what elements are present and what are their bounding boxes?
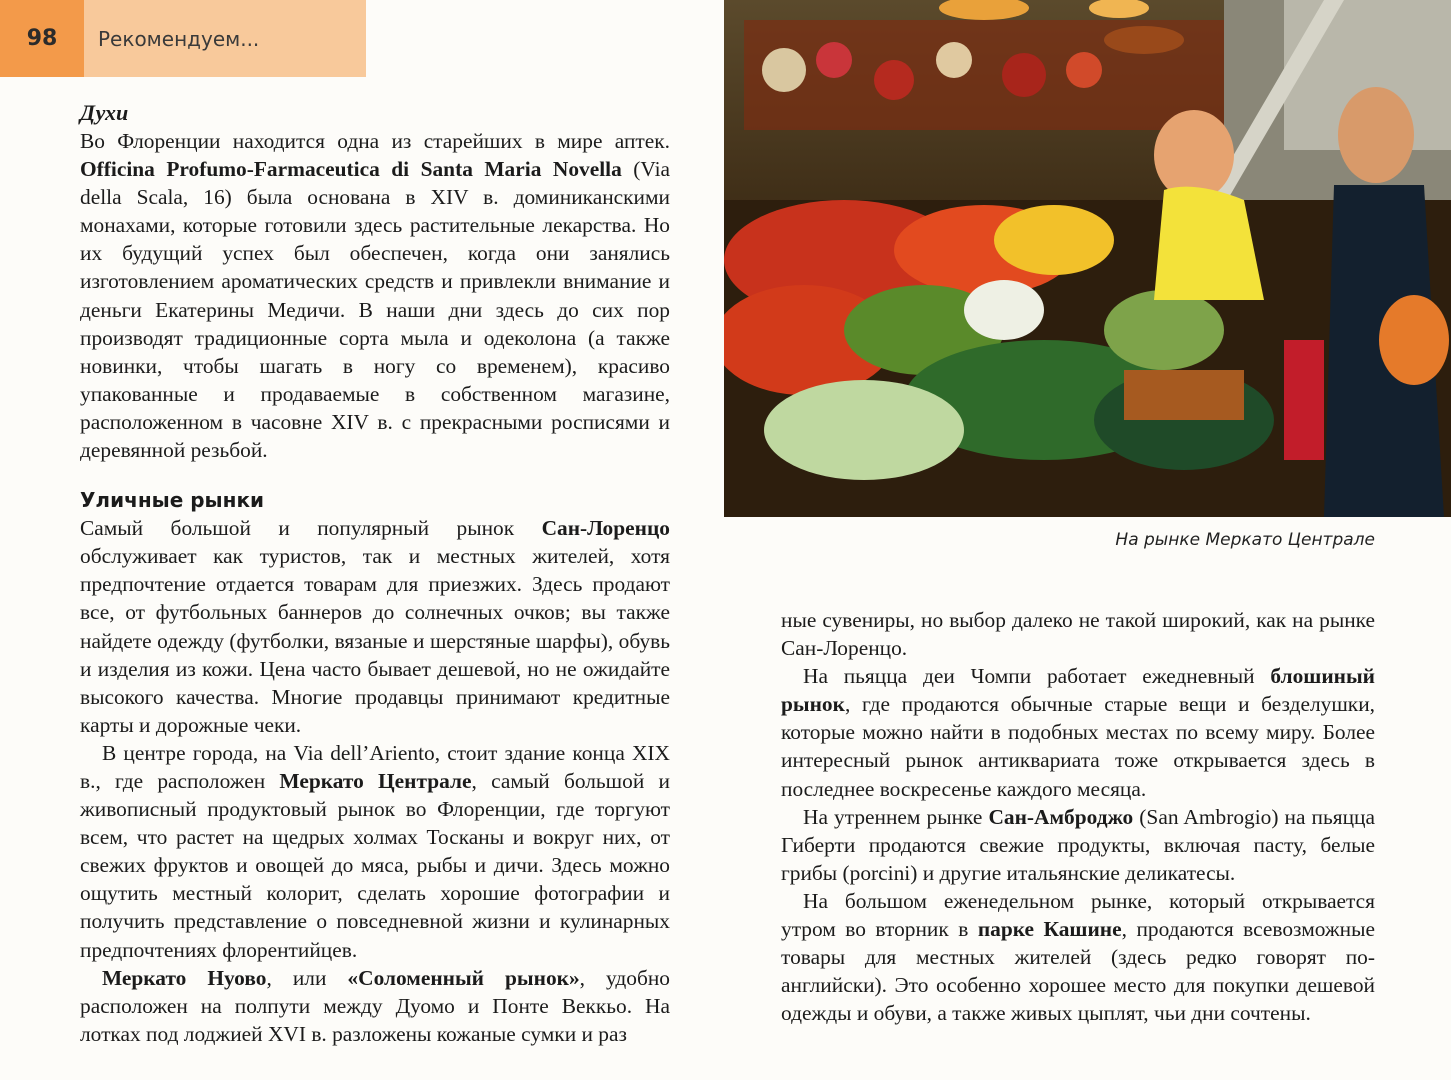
market-scene-image	[724, 0, 1451, 517]
markets-paragraph-2	[80, 739, 670, 964]
text-span: (San Ambrogio) на пьяцца Гиберти продаются свежие продукты, включая пасту, белые грибы (porcini) и другие итальянские деликатесы.	[781, 804, 1375, 885]
text-span: (Via della Scala, 16) была основана в XIV в. доминиканскими монахами, которые готовили здесь растительные лекарства. Но их будущий успех был обеспечен, когда они занялись изготовлением ароматических средств и привлекли внимание и деньги Екатерины Медичи. В наши дни здесь до сих пор производят традиционные сорта мыла и одеколона (а также новинки, чтобы шагать в ногу со временем), красиво упакованные и продаваемые в собственном магазине, расположенном в часовне XIV в. с прекрасными росписями и деревянной резьбой.	[80, 157, 671, 463]
markets-paragraph-1	[80, 514, 670, 739]
text-span: Самый большой и популярный рынок	[80, 516, 542, 541]
markets-heading: Уличные рынки	[80, 488, 265, 513]
text-span: , удобно расположен на полпути между Дуомо и Понте Веккьо. На лотках под лоджией XVI в. разложены кожаные сумки и раз	[80, 965, 670, 1046]
text-span: обслуживает как туристов, так и местных жителей, хотя предпочтение отдается товарам для приезжих. Здесь продают все, от футбольных баннеров до солнечных очков; вы также найдете одежду (футболки, вязаные и шерстяные шарфы), обувь и изделия из кожи. Цена часто бывает дешевой, но не ожидайте высокого качества. Многие продавцы принимают кредитные карты и дорожные чеки.	[80, 544, 670, 737]
shop-name: Officina Profumo-Farmaceutica di Santa Maria Novella	[80, 157, 622, 182]
right-paragraph-0: ные сувениры, но выбор далеко не такой широкий, как на рынке Сан-Лоренцо.	[781, 608, 1375, 661]
right-paragraph-3	[781, 887, 1375, 1027]
market-name: Меркато Нуово	[102, 965, 267, 990]
right-paragraph-2	[781, 803, 1375, 887]
left-column	[80, 99, 670, 1048]
market-name: Сан-Амброджо	[988, 804, 1134, 829]
text-span: , или	[266, 965, 348, 990]
market-name: Меркато Централе	[279, 768, 472, 793]
market-name: Сан-Лоренцо	[541, 516, 670, 541]
page-header	[0, 0, 366, 77]
text-span: На большом еженедельном рынке, который открывается утром во вторник в	[781, 888, 1375, 942]
markets-paragraph-3	[80, 964, 670, 1048]
perfume-heading: Духи	[80, 100, 129, 125]
market-name: «Соломенный рынок»	[347, 965, 580, 990]
perfume-paragraph	[80, 127, 670, 464]
text-span: Во Флоренции находится одна из старейших в мире аптек.	[80, 129, 670, 153]
right-column	[781, 606, 1375, 1027]
park-name: парке Кашине	[977, 917, 1122, 942]
text-span: , самый большой и живописный продуктовый рынок во Флоренции, где торгуют всем, что растет на щедрых холмах Тосканы и вокруг них, от свежих фруктов и овощей до мяса, рыбы и дичи. Здесь можно ощутить местный колорит, сделать хорошие фотографии и получить представление о повседневной жизни и кулинарных предпочтениях флорентийцев.	[80, 768, 670, 962]
text-span: , где продаются обычные старые вещи и безделушки, которые можно найти в подобных местах по всему миру. Более интересный рынок антиквариата тоже открывается здесь в последнее воскресенье каждого месяца.	[781, 692, 1375, 801]
text-span: В центре города, на Via dell’Ariento, стоит здание конца XIX в., где расположен	[80, 740, 670, 793]
photo-caption: На рынке Меркато Централе	[1115, 530, 1375, 550]
section-title: Рекомендуем...	[98, 26, 260, 51]
right-paragraph-1	[781, 662, 1375, 802]
text-span: На пьяцца деи Чомпи работает ежедневный	[803, 664, 1271, 689]
page-number: 98	[0, 0, 84, 77]
text-span: , продаются всевозможные товары для местных жителей (здесь редко говорят по-английски). Это особенно хорошее место для покупки дешевой одежды и обуви, а также живых цыплят, чьи дни сочтены.	[781, 917, 1375, 1026]
text-span: На утреннем рынке	[803, 804, 989, 829]
market-photo	[724, 0, 1451, 517]
market-name: блошиный рынок	[781, 664, 1375, 717]
